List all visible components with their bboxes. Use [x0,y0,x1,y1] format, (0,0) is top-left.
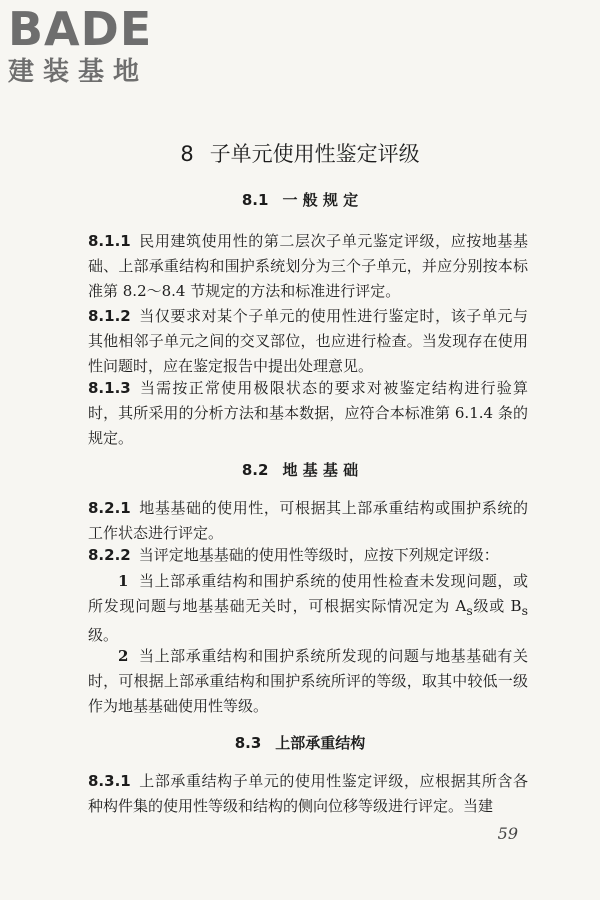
chapter-title: 子单元使用性鉴定评级 [209,142,420,166]
clause-text: 当需按正常使用极限状态的要求对被鉴定结构进行验算时，其所采用的分析方法和基本数据，应符合本标准第 6.1.4 条的规定。 [88,379,528,447]
page-number: 59 [497,824,518,843]
chapter-heading [0,140,600,168]
section-heading-8-3 [0,732,600,754]
clause-text: 地基基础的使用性，可根据其上部承重结构或围护系统的工作状态进行评定。 [88,499,528,542]
grade-subscript: s [521,603,528,618]
clause-number: 8.2.2 [88,546,131,564]
item-text-c: 级。 [88,626,119,644]
clause-text: 上部承重结构子单元的使用性鉴定评级，应根据其所含各种构件集的使用性等级和结构的侧向位移等级进行评定。当建 [88,772,528,815]
item-text-a: 当上部承重结构和围护系统的使用性检查未发现问题，或所发现问题与地基基础无关时，可根据实际情况定为 A [88,572,528,615]
watermark-brand: BADE [8,2,153,56]
clause-8-1-3 [88,376,528,451]
clause-8-2-2 [88,543,528,568]
clause-text: 当评定地基基础的使用性等级时，应按下列规定评级： [138,546,499,564]
clause-8-2-2-item-2 [88,644,528,719]
section-number: 8.1 [241,191,269,209]
section-title: 地 基 基 础 [282,461,359,479]
clause-number: 8.3.1 [88,772,131,790]
section-number: 8.3 [234,734,262,752]
clause-number: 8.1.3 [88,379,131,397]
watermark-logo [8,4,178,88]
section-number: 8.2 [241,461,269,479]
clause-text: 当仅要求对某个子单元的使用性进行鉴定时，该子单元与其他相邻子单元之间的交叉部位，也应进行检查。当发现存在使用性问题时，应在鉴定报告中提出处理意见。 [88,307,528,375]
clause-number: 8.2.1 [88,499,131,517]
item-number: 2 [118,647,129,665]
clause-8-3-1 [88,769,528,819]
clause-8-2-2-item-1 [88,569,528,648]
clause-number: 8.1.2 [88,307,131,325]
chapter-number: 8 [180,142,194,166]
clause-text: 民用建筑使用性的第二层次子单元鉴定评级，应按地基基础、上部承重结构和围护系统划分为三个子单元，并应分别按本标准第 8.2～8.4 节规定的方法和标准进行评定。 [88,232,528,300]
section-title: 上部承重结构 [275,734,366,752]
grade-subscript: s [466,603,473,618]
section-title: 一 般 规 定 [282,191,359,209]
watermark-subtitle: 建装基地 [8,57,149,87]
clause-8-2-1 [88,496,528,546]
item-text-b: 级或 B [472,597,522,615]
clause-8-1-2 [88,304,528,379]
item-text: 当上部承重结构和围护系统所发现的问题与地基基础有关时，可根据上部承重结构和围护系统所评的等级，取其中较低一级作为地基基础使用性等级。 [88,647,528,715]
section-heading-8-2 [0,459,600,481]
section-heading-8-1 [0,189,600,211]
clause-8-1-1 [88,229,528,304]
clause-number: 8.1.1 [88,232,131,250]
item-number: 1 [118,572,129,590]
